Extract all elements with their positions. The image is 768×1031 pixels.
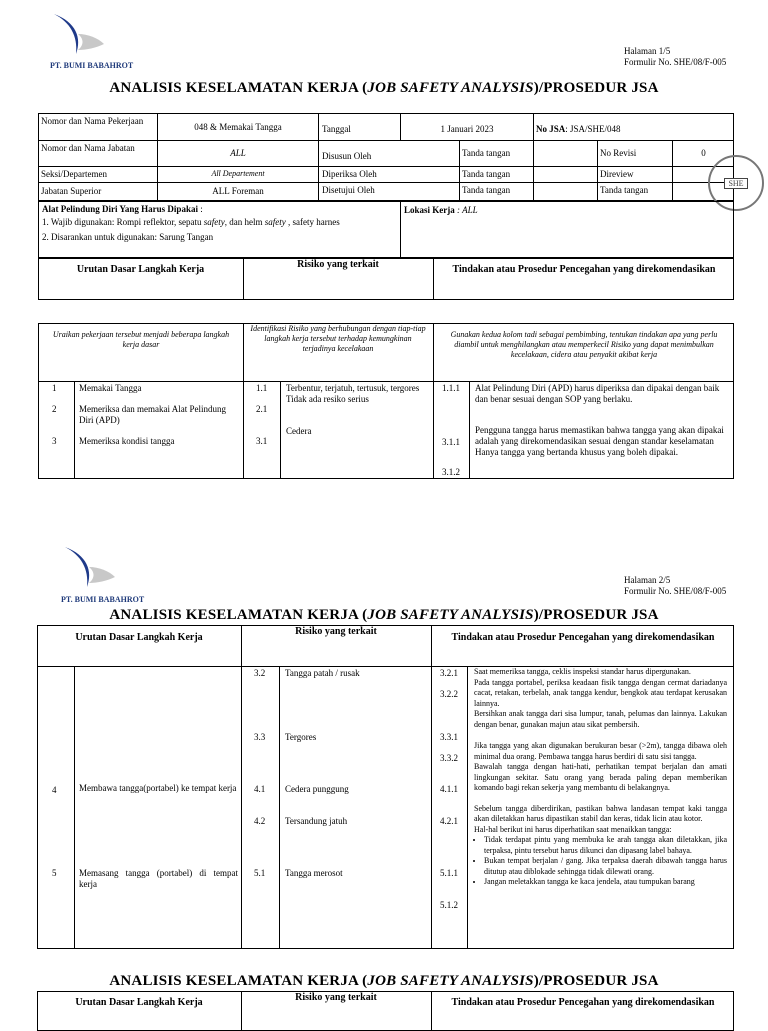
action-bullet: • Tidak terdapat pintu yang membuka ke arah tangga akan diletakkan, jika terpaksa, pintu tersebut harus dikunci dan dipasang label bahaya. — [484, 835, 727, 856]
guidance-steps: Uraikan pekerjaan tersebut menjadi beberapa langkah kerja dasar — [52, 330, 230, 349]
risk-number: 4.2 — [254, 816, 266, 826]
step-number: 2 — [52, 404, 57, 414]
header-actions: Tindakan atau Prosedur Pencegahan yang direkomendasikan — [451, 632, 715, 643]
action-text: Bersihkan anak tangga dari sisa lumpur, tanah, pelumas dan lainnya. Lakukan dengan benar, gunakan majun atau sikat pembersih. — [474, 709, 727, 729]
section-value: All Departement — [211, 169, 265, 178]
signature-label-3: Tanda tangan — [462, 185, 511, 195]
step-text: Memeriksa dan memakai Alat Pelindung Diri (APD) — [79, 404, 226, 425]
job-value: 048 & Memakai Tangga — [194, 122, 282, 132]
risk-text: Cedera punggung — [285, 784, 349, 794]
step-number: 4 — [52, 785, 57, 795]
date-label: Tanggal — [322, 124, 351, 134]
header-actions: Tindakan atau Prosedur Pencegahan yang direkomendasikan — [452, 264, 716, 275]
risk-text: Tersandung jatuh — [285, 816, 348, 826]
checked-by-label: Diperiksa Oleh — [322, 169, 377, 179]
page-number: Halaman 2/5 — [624, 575, 671, 585]
compiled-by-label: Disusun Oleh — [322, 151, 372, 161]
header-steps: Urutan Dasar Langkah Kerja — [75, 632, 203, 643]
she-stamp: SHE — [708, 155, 764, 211]
action-text: Saat memeriksa tangga, ceklis inspeksi standar harus dipergunakan. — [474, 667, 691, 676]
action-text-block — [474, 667, 727, 888]
step-text: Memasang tangga (portabel) di tempat kerja — [79, 868, 238, 889]
step-text: Memakai Tangga — [79, 383, 142, 393]
position-value: ALL — [230, 148, 246, 158]
step-number: 5 — [52, 868, 57, 878]
risk-number: 3.3 — [254, 732, 266, 742]
risk-number: 3.1 — [256, 436, 268, 446]
section-label: Seksi/Departemen — [41, 169, 107, 179]
company-logo-icon — [63, 545, 119, 589]
risk-number: 1.1 — [256, 383, 268, 393]
company-name: PT. BUMI BABAHROT — [50, 61, 134, 70]
action-text: Pada tangga portabel, periksa keadaan fisik tangga dengan cermat dariadanya cacat, retakan, terbelah, anak tangga kendur, bengkok atau terdapat kerusakan lainnya. — [474, 677, 727, 708]
review-label: Direview — [600, 169, 634, 179]
signature-label-4: Tanda tangan — [600, 185, 649, 195]
position-label: Nomor dan Nama Jabatan — [41, 143, 135, 153]
signature-label-2: Tanda tangan — [462, 169, 511, 179]
action-text: Jika tangga yang akan digunakan berukuran besar (>2m), tangga dibawa oleh minimal dua orang. Pembawa tangga harus berdiri di satu sisi tangga. — [474, 741, 727, 761]
form-number: Formulir No. SHE/08/F-005 — [624, 57, 727, 67]
action-number: 3.1.2 — [442, 467, 460, 477]
date-value: 1 Januari 2023 — [440, 124, 494, 134]
header-risks: Risiko yang terkait — [297, 259, 379, 270]
action-number: 4.2.1 — [440, 816, 458, 826]
action-bullet: • Jangan meletakkan tangga ke kaca jendela, atau tumpukan barang — [484, 877, 727, 888]
action-text: Hal-hal berikut ini harus diperhatikan saat menaikkan tangga: — [474, 824, 672, 834]
jsa-number: No JSA: JSA/SHE/048 — [536, 124, 621, 134]
risk-text: Terbentur, terjatuh, tertusuk, tergores Tidak ada resiko serius — [286, 383, 420, 404]
action-number: 3.1.1 — [442, 437, 460, 447]
superior-label: Jabatan Superior — [41, 186, 102, 196]
action-bullet: • Bukan tempat berjalan / gang. Jika terpaksa daerah dibawah tangga harus ditutup atau diblokade sehingga tidak dilewati orang. — [484, 856, 727, 877]
action-number: 1.1.1 — [442, 383, 460, 393]
risk-number: 2.1 — [256, 404, 268, 414]
header-risks: Risiko yang terkait — [295, 992, 377, 1003]
action-number: 5.1.2 — [440, 900, 458, 910]
step-number: 3 — [52, 436, 57, 446]
header-steps: Urutan Dasar Langkah Kerja — [76, 264, 205, 275]
risk-text: Tergores — [285, 732, 317, 742]
header-steps: Urutan Dasar Langkah Kerja — [75, 997, 203, 1008]
header-actions: Tindakan atau Prosedur Pencegahan yang direkomendasikan — [451, 997, 715, 1008]
action-number: 3.3.2 — [440, 753, 458, 763]
action-number: 3.2.2 — [440, 689, 458, 699]
risk-text: Tangga patah / rusak — [285, 668, 360, 678]
action-number: 4.1.1 — [440, 784, 458, 794]
guidance-risks: Identifikasi Risiko yang berhubungan dengan tiap-tiap langkah kerja tersebut terhadap kemungkinan terjadinya kecelakaan — [250, 324, 426, 353]
apd-item-recommended: 2. Disarankan untuk digunakan: Sarung Tangan — [42, 232, 214, 242]
action-text: Bawalah tangga dengan hati-hati, perhatikan tempat berjalan dan amati lingkungan sekitar. Satu orang yang berada paling depan memberikan komando bagi rekan sekerja yang membantu di belakangnya. — [474, 762, 727, 792]
page-number: Halaman 1/5 — [624, 46, 671, 56]
risk-text: Cedera — [286, 426, 312, 436]
revision-value: 0 — [701, 148, 706, 158]
step-text: Membawa tangga(portabel) ke tempat kerja — [79, 783, 237, 793]
apd-heading: Alat Pelindung Diri Yang Harus Dipakai : — [42, 204, 203, 214]
risk-number: 3.2 — [254, 668, 266, 678]
step-text: Memeriksa kondisi tangga — [79, 436, 175, 446]
action-bullet-list — [474, 835, 727, 888]
signature-label-1: Tanda tangan — [462, 148, 511, 158]
action-number: 3.2.1 — [440, 668, 458, 678]
revision-label: No Revisi — [600, 148, 637, 158]
apd-item-mandatory: 1. Wajib digunakan: Rompi reflektor, sepatu safety, dan helm safety , safety harnes — [42, 217, 340, 227]
form-number: Formulir No. SHE/08/F-005 — [624, 586, 727, 596]
superior-value: ALL Foreman — [212, 186, 264, 196]
guidance-actions: Gunakan kedua kolom tadi sebagai pembimbing, tentukan tindakan apa yang perlu diambil untuk menghilangkan atau memperkecil Risiko yang dapat menimbulkan kecelakaan, cidera atau penyakit akibat kerja — [450, 330, 718, 359]
document-title: ANALISIS KESELAMATAN KERJA (JOB SAFETY ANALYSIS)/PROSEDUR JSA — [109, 607, 659, 623]
action-number: 5.1.1 — [440, 868, 458, 878]
risk-number: 4.1 — [254, 784, 266, 794]
document-title: ANALISIS KESELAMATAN KERJA (JOB SAFETY ANALYSIS)/PROSEDUR JSA — [109, 80, 659, 96]
action-number: 3.3.1 — [440, 732, 458, 742]
action-text: Alat Pelindung Diri (APD) harus diperiksa dan dipakai dengan baik dan benar sesuai dengan SOP yang berlaku. — [475, 383, 720, 404]
approved-by-label: Disetujui Oleh — [322, 185, 375, 195]
company-name: PT. BUMI BABAHROT — [61, 595, 145, 604]
risk-number: 5.1 — [254, 868, 266, 878]
document-title: ANALISIS KESELAMATAN KERJA (JOB SAFETY ANALYSIS)/PROSEDUR JSA — [109, 973, 659, 989]
company-logo-icon — [52, 12, 108, 56]
risk-text: Tangga merosot — [285, 868, 343, 878]
header-risks: Risiko yang terkait — [295, 626, 377, 637]
step-number: 1 — [52, 383, 57, 393]
action-text: Sebelum tangga diberdirikan, pastikan bahwa landasan tempat kaki tangga akan diletakkan harus dipastikan stabil dan keras, tidak licin atau kotor. — [474, 803, 727, 823]
action-text: Pengguna tangga harus memastikan bahwa tangga yang akan dipakai adalah yang direkomendasikan sesuai dengan standar keselamatan Hanya tangga yang bertanda khusus yang boleh dipakai. — [475, 425, 724, 457]
job-label: Nomor dan Nama Pekerjaan — [41, 116, 144, 126]
work-location: Lokasi Kerja : ALL — [404, 205, 478, 215]
